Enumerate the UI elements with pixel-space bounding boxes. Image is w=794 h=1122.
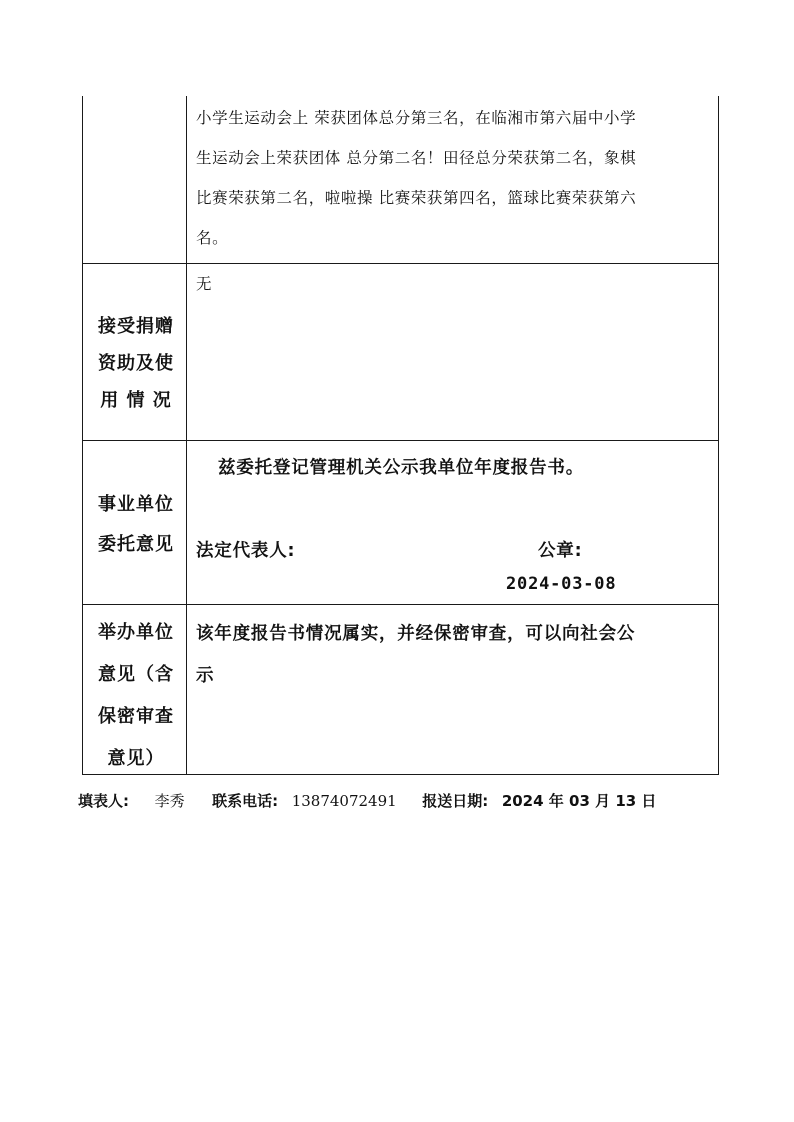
phone-number: 13874072491 <box>291 792 397 810</box>
table-column-divider <box>186 96 187 775</box>
row-divider-3 <box>82 604 719 605</box>
report-date-label: 报送日期: <box>422 792 489 810</box>
legal-representative-label: 法定代表人: <box>196 541 296 561</box>
activities-line: 生运动会上荣获团体 总分第二名！田径总分荣获第二名，象棋 <box>196 149 637 167</box>
donations-content: 无 <box>196 275 213 293</box>
form-footer <box>78 790 656 811</box>
activities-line: 小学生运动会上 荣获团体总分第三名，在临湘市第六届中小学 <box>196 109 637 127</box>
filler-label: 填表人: <box>78 792 129 810</box>
activities-content <box>196 98 711 258</box>
entrust-date: 2024-03-08 <box>506 574 617 594</box>
report-date-value: 2024 年 03 月 13 日 <box>501 792 657 810</box>
entrust-statement: 兹委托登记管理机关公示我单位年度报告书。 <box>218 458 584 478</box>
entrust-label: 事业单位 委托意见 <box>98 494 174 555</box>
phone-label: 联系电话: <box>212 792 279 810</box>
row-divider-1 <box>82 263 719 264</box>
row-divider-2 <box>82 440 719 441</box>
sponsor-label: 举办单位 意见（含 保密审查 意见） <box>98 622 174 769</box>
activities-line: 名。 <box>196 229 229 247</box>
sponsor-opinion-line: 该年度报告书情况属实，并经保密审查，可以向社会公 <box>196 624 636 644</box>
activities-line: 比赛荣获第二名，啦啦操 比赛荣获第四名，篮球比赛荣获第六 <box>196 189 637 207</box>
report-table <box>82 96 719 775</box>
table-left-border <box>82 96 83 775</box>
donations-label: 接受捐赠 资助及使 用 情 况 <box>98 316 174 411</box>
table-right-border <box>718 96 719 775</box>
filler-name: 李秀 <box>154 792 185 810</box>
official-seal-label: 公章: <box>538 541 583 561</box>
sponsor-opinion-line: 示 <box>196 666 215 686</box>
